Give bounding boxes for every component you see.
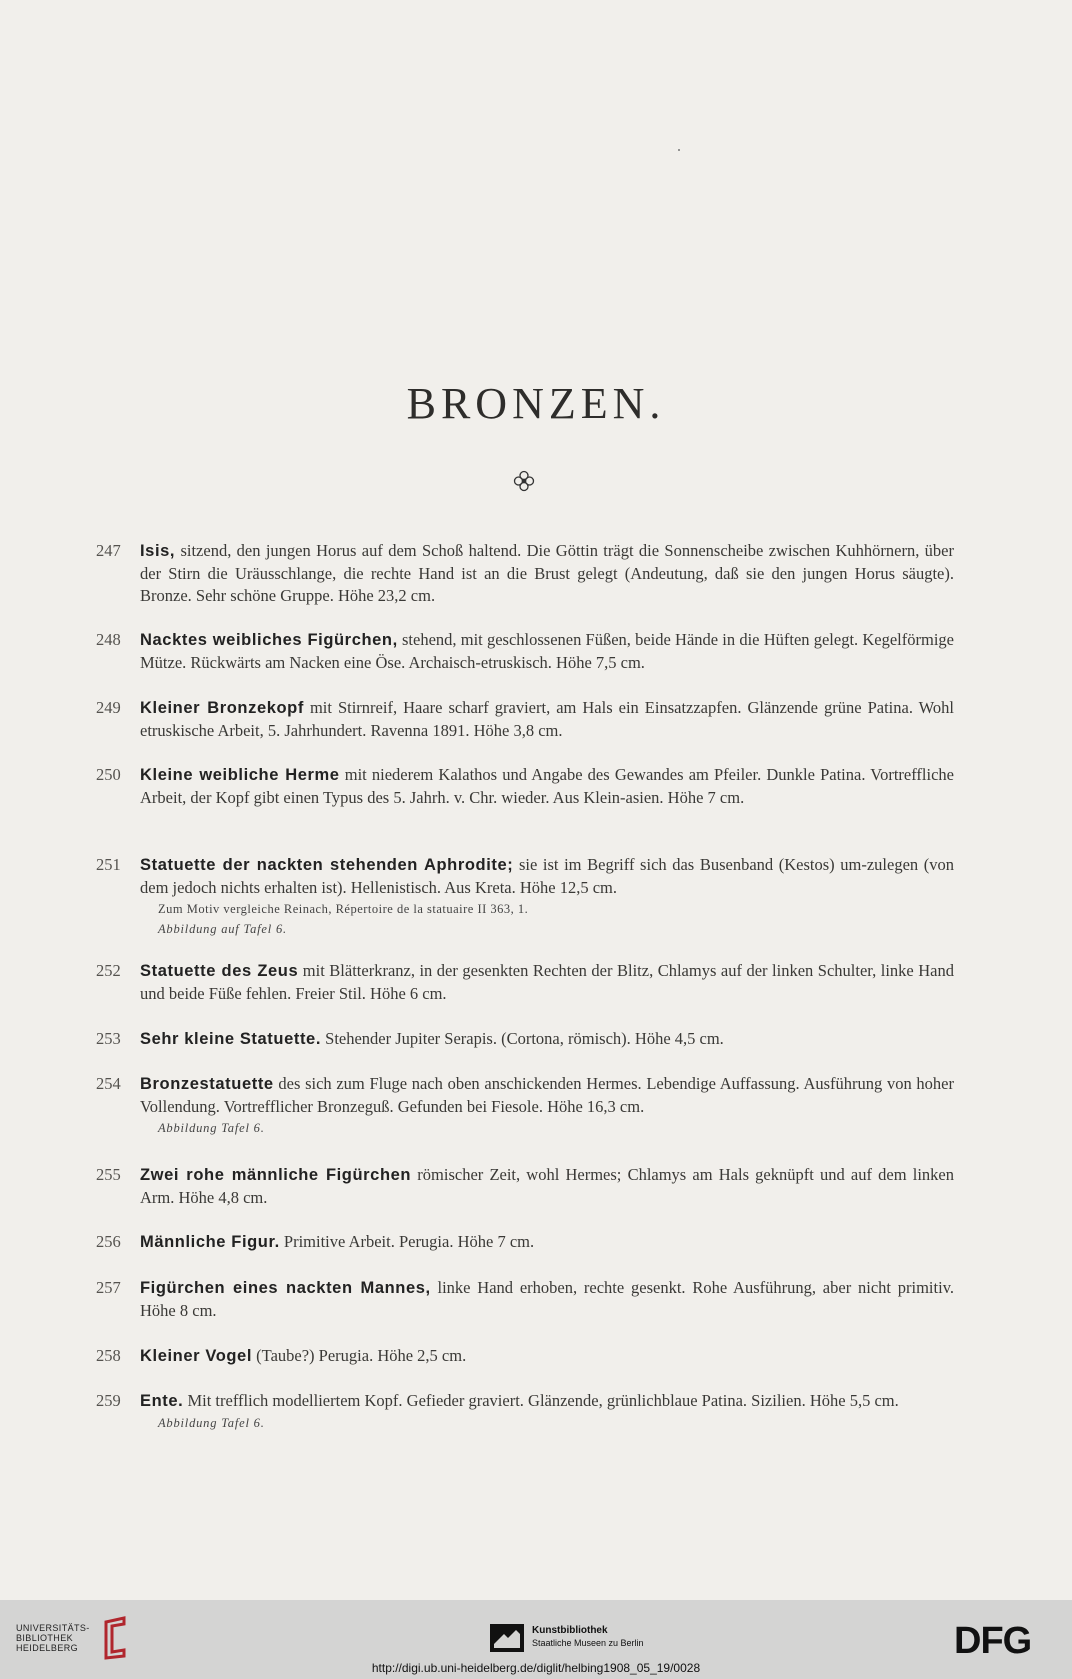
entry-number: 259 [96, 1391, 121, 1410]
entry-text: Stehender Jupiter Serapis. (Cortona, römisch). Höhe 4,5 cm. [321, 1029, 724, 1048]
entry-heading: Ente. [140, 1392, 184, 1410]
entry-251 [96, 854, 954, 939]
entry-heading: Nacktes weibliches Figürchen, [140, 631, 398, 649]
entry-heading: Statuette der nackten stehenden Aphrodite; [140, 856, 514, 874]
entry-text: römischer Zeit, wohl Hermes; Chlamys am Hals geknüpft und auf dem linken Arm. Höhe 4,8 cm. [140, 1165, 954, 1207]
entry-255 [96, 1164, 954, 1209]
entry-text: mit Blätterkranz, in der gesenkten Rechten der Blitz, Chlamys auf der linken Schulter, linke Hand und beide Füße fehlen. Freier Stil. Höhe 6 cm. [140, 961, 954, 1003]
entry-number: 254 [96, 1074, 121, 1093]
entry-254 [96, 1073, 954, 1138]
ub-heidelberg-logo-icon[interactable] [100, 1616, 130, 1660]
page-title: BRONZEN. [406, 379, 666, 428]
entry-text: (Taube?) Perugia. Höhe 2,5 cm. [252, 1346, 467, 1365]
dfg-logo[interactable]: DFG [954, 1620, 1032, 1662]
entry-257 [96, 1277, 954, 1322]
entry-250 [96, 764, 954, 809]
entry-plate-reference: Abbildung Tafel 6. [158, 1415, 265, 1430]
entry-number: 251 [96, 855, 121, 874]
entry-text: des sich zum Fluge nach oben anschickenden Hermes. Lebendige Auffassung. Ausführung von hoher Vollendung. Vortrefflicher Bronzeguß. Gefunden bei Fiesole. Höhe 16,3 cm. [140, 1074, 954, 1116]
entry-259 [96, 1390, 954, 1433]
entry-heading: Zwei rohe männliche Figürchen [140, 1166, 412, 1184]
entry-heading: Bronzestatuette [140, 1075, 274, 1093]
entry-text: mit Stirnreif, Haare scharf graviert, am Hals ein Einsatzzapfen. Glänzende grüne Patina. Wohl etruskische Arbeit, 5. Jahrhundert. Ravenna 1891. Höhe 3,8 cm. [140, 698, 954, 740]
entry-247 [96, 540, 954, 608]
entry-number: 249 [96, 698, 121, 717]
entry-plate-reference: Abbildung Tafel 6. [158, 1121, 265, 1135]
entry-text: stehend, mit geschlossenen Füßen, beide Hände in die Hüften gelegt. Kegelförmige Mütze. Rückwärts am Nacken eine Öse. Archaisch-etruskisch. Höhe 7,5 cm. [140, 630, 954, 672]
source-url-link[interactable]: http://digi.ub.uni-heidelberg.de/diglit/helbing1908_05_19/0028 [371, 1661, 701, 1675]
entry-heading: Isis, [140, 542, 176, 560]
entry-heading: Figürchen eines nackten Mannes, [140, 1279, 431, 1297]
entry-number: 256 [96, 1232, 121, 1251]
entry-number: 255 [96, 1165, 121, 1184]
entry-number: 247 [96, 541, 121, 560]
entry-plate-reference: Abbildung auf Tafel 6. [158, 922, 287, 936]
entry-number: 248 [96, 630, 121, 649]
entry-258 [96, 1345, 954, 1368]
entry-number: 250 [96, 765, 121, 784]
entry-heading: Sehr kleine Statuette. [140, 1030, 322, 1048]
entry-number: 253 [96, 1029, 121, 1048]
entry-number: 252 [96, 961, 121, 980]
entry-heading: Männliche Figur. [140, 1233, 280, 1251]
entry-256 [96, 1231, 954, 1254]
entry-heading: Kleine weibliche Herme [140, 766, 340, 784]
kunstbibliothek-label[interactable]: Kunstbibliothek Staatliche Museen zu Berlin [532, 1625, 644, 1648]
speck [678, 149, 680, 151]
entry-253 [96, 1028, 954, 1051]
entry-text: Primitive Arbeit. Perugia. Höhe 7 cm. [279, 1232, 535, 1251]
kunstbibliothek-logo-icon[interactable] [490, 1624, 524, 1652]
entry-heading: Kleiner Vogel [140, 1347, 253, 1365]
ub-heidelberg-label[interactable]: UNIVERSITÄTS- BIBLIOTHEK HEIDELBERG [16, 1623, 90, 1653]
entry-252 [96, 960, 954, 1005]
entry-heading: Kleiner Bronzekopf [140, 699, 304, 717]
entry-number: 258 [96, 1346, 121, 1365]
entry-text: sitzend, den jungen Horus auf dem Schoß haltend. Die Göttin trägt die Sonnenscheibe zwischen Kuhhörnern, über der Stirn die Uräusschlange, die rechte Hand ist an die Brust gelegt (Andeutung, daß sie den jungen Horus säugte). Bronze. Sehr schöne Gruppe. Höhe 23,2 cm. [140, 541, 954, 605]
entry-text: Mit trefflich modelliertem Kopf. Gefieder graviert. Glänzende, grünlichblaue Patina. Sizilien. Höhe 5,5 cm. [183, 1391, 899, 1410]
entry-heading: Statuette des Zeus [140, 962, 299, 980]
entry-number: 257 [96, 1278, 121, 1297]
entry-text: linke Hand erhoben, rechte gesenkt. Rohe Ausführung, aber nicht primitiv. Höhe 8 cm. [140, 1278, 954, 1320]
entry-248 [96, 629, 954, 674]
flower-ornament-icon [513, 470, 535, 492]
entry-note: Zum Motiv vergleiche Reinach, Répertoire de la statuaire II 363, 1. [158, 902, 529, 916]
entry-249 [96, 697, 954, 742]
entry-text: mit niederem Kalathos und Angabe des Gewandes am Pfeiler. Dunkle Patina. Vortreffliche Arbeit, der Kopf gibt einen Typus des 5. Jahrh. v. Chr. wieder. Aus Klein-asien. Höhe 7 cm. [140, 765, 954, 807]
footer-bar [0, 1600, 1072, 1679]
entry-text: sie ist im Begriff sich das Busenband (Kestos) um-zulegen (von dem jedoch nichts erhalten ist). Hellenistisch. Aus Kreta. Höhe 12,5 cm. [140, 855, 954, 897]
